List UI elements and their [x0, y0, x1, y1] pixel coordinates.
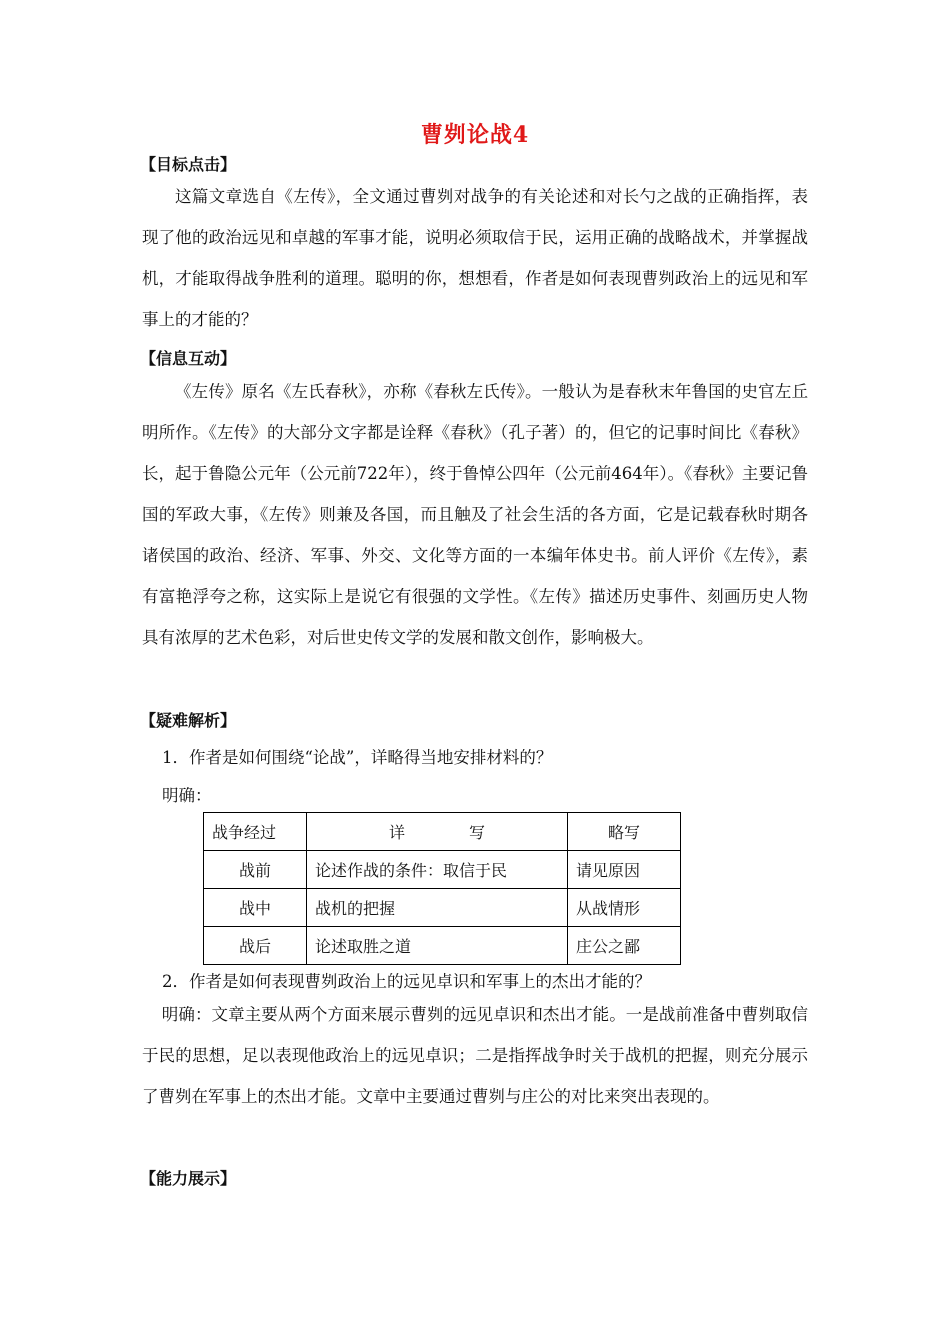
table-cell: 论述作战的条件：取信于民 [307, 851, 568, 889]
table-cell: 战中 [204, 889, 307, 927]
question-2: 2．作者是如何表现曹刿政治上的远见卓识和军事上的杰出才能的？ [162, 972, 651, 991]
table-row [204, 927, 681, 965]
answer-1-label: 明确： [162, 786, 212, 805]
table-cell: 论述取胜之道 [307, 927, 568, 965]
goal-paragraph: 这篇文章选自《左传》，全文通过曹刿对战争的有关论述和对长勺之战的正确指挥，表现了他的政治远见和卓越的军事才能，说明必须取信于民，运用正确的战略战术，并掌握战机，才能取得战争胜利的道理。聪明的你，想想看，作者是如何表现曹刿政治上的远见和军事上的才能的？ [142, 187, 808, 329]
table-header-cell: 战争经过 [204, 813, 307, 851]
table-row [204, 851, 681, 889]
table-row [204, 889, 681, 927]
question-1: 1．作者是如何围绕“论战”，详略得当地安排材料的？ [162, 748, 553, 767]
table-cell: 从战情形 [568, 889, 681, 927]
table-header-cell: 详 写 [307, 813, 568, 851]
table-header-cell: 略写 [568, 813, 681, 851]
table-cell: 战后 [204, 927, 307, 965]
table-cell: 战机的把握 [307, 889, 568, 927]
table-cell: 战前 [204, 851, 307, 889]
section-heading-info: 【信息互动】 [140, 349, 237, 368]
table-cell: 请见原因 [568, 851, 681, 889]
table-header-row [204, 813, 681, 851]
comparison-table [203, 812, 681, 965]
section-heading-analysis: 【疑难解析】 [140, 711, 237, 730]
section-heading-goal: 【目标点击】 [140, 155, 237, 174]
page-title: 曹刿论战4 [420, 122, 530, 148]
info-paragraph: 《左传》原名《左氏春秋》，亦称《春秋左氏传》。一般认为是春秋末年鲁国的史官左丘明所作。《左传》的大部分文字都是诠释《春秋》（孔子著）的，但它的记事时间比《春秋》长，起于鲁隐公元年（公元前722年），终于鲁悼公四年（公元前464年）。《春秋》主要记鲁国的军政大事，《左传》则兼及各国，而且触及了社会生活的各方面，它是记载春秋时期各诸侯国的政治、经济、军事、外交、文化等方面的一本编年体史书。前人评价《左传》，素有富艳浮夸之称，这实际上是说它有很强的文学性。《左传》描述历史事件、刻画历史人物具有浓厚的艺术色彩，对后世史传文学的发展和散文创作，影响极大。 [142, 382, 808, 647]
answer-2-paragraph: 明确：文章主要从两个方面来展示曹刿的远见卓识和杰出才能。一是战前准备中曹刿取信于民的思想，足以表现他政治上的远见卓识；二是指挥战争时关于战机的把握，则充分展示了曹刿在军事上的杰出才能。文章中主要通过曹刿与庄公的对比来突出表现的。 [142, 1005, 808, 1106]
section-heading-ability: 【能力展示】 [140, 1169, 237, 1188]
table-cell: 庄公之鄙 [568, 927, 681, 965]
